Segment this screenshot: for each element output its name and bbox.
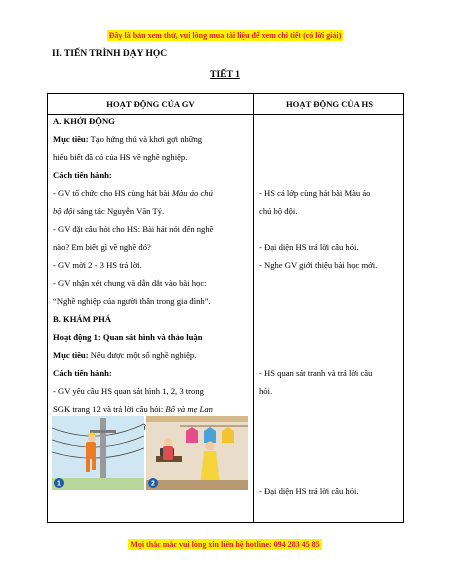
worker-leg — [92, 458, 96, 470]
header-student-activities: HOẠT ĐỘNG CỦA HS — [286, 99, 373, 109]
figure-number: 1 — [57, 480, 61, 488]
step-summary-cont: “Nghề nghiệp của người thân trong gia đình”. — [53, 296, 211, 306]
activity-title: Hoạt động 1: Quan sát hình và thảo luận — [53, 332, 203, 342]
pole-crossarm — [90, 430, 116, 433]
column-divider — [253, 94, 254, 522]
worker-head — [88, 434, 96, 442]
shop-floor — [146, 480, 248, 490]
tailor-head — [164, 438, 172, 446]
student-response: - Nghe GV giới thiệu bài học mới. — [259, 260, 378, 270]
heading-start: A. KHỞI ĐỘNG — [53, 116, 115, 126]
song-title-cont: bộ đội — [53, 206, 75, 216]
step-invite: - GV mời 2 - 3 HS trả lời. — [53, 260, 142, 270]
figure-number: 2 — [151, 480, 155, 488]
contact-banner: Mọi thắc mắc vui lòng xin liên hệ hotline: 094 283 45 85 — [130, 540, 320, 549]
shop-ceiling — [146, 416, 248, 422]
step-text-cont: sáng tác Nguyễn Văn Tý. — [74, 206, 165, 216]
customer-head — [206, 442, 215, 451]
goal-label: Mục tiêu: — [53, 134, 89, 144]
observe-step: - GV yêu cầu HS quan sát hình 1, 2, 3 trong — [53, 386, 204, 396]
student-response: - HS quan sát tranh và trả lời câu — [259, 368, 373, 378]
illustration-svg — [52, 416, 248, 490]
goal-text: Tạo hứng thú và khơi gợi những — [88, 134, 203, 144]
ground — [52, 478, 144, 490]
worker-body — [86, 442, 96, 458]
worker-leg — [86, 458, 90, 472]
goal-label-2: Mục tiêu: — [53, 350, 89, 360]
method-label: Cách tiến hành: — [53, 170, 112, 180]
preview-banner: Đây là bản xem thử, vui lòng mua tài liệu để xem chi tiết (có lời giải) — [108, 31, 342, 40]
heading-explore: B. KHÁM PHÁ — [53, 314, 112, 324]
header-divider — [48, 114, 403, 115]
step-text: - GV tổ chức cho HS cùng hát bài — [53, 188, 172, 198]
student-response-cont: chú bộ đội. — [259, 206, 298, 216]
student-response: - Đại diện HS trả lời câu hỏi. — [259, 486, 359, 496]
goal-text-cont: hiểu biết đã có của HS về nghề nghiệp. — [53, 152, 188, 162]
student-response-cont: hỏi. — [259, 386, 273, 396]
textbook-illustration — [52, 416, 248, 490]
lesson-title: TIẾT 1 — [210, 70, 240, 80]
step-summary: - GV nhận xét chung và dẫn dắt vào bài học: — [53, 278, 207, 288]
observe-question: Bố và mẹ Lan — [165, 404, 213, 414]
activity-table — [47, 93, 404, 523]
observe-step-cont: SGK trang 12 và trả lời câu hỏi: — [53, 404, 166, 414]
tailor-body — [163, 446, 173, 460]
step-question-cont: nào? Em biết gì về nghề đó? — [53, 242, 151, 252]
song-title: Màu áo chú — [171, 188, 213, 198]
step-question: - GV đặt câu hỏi cho HS: Bài hát nói đến nghề — [53, 224, 214, 234]
header-teacher-activities: HOẠT ĐỘNG CỦA GV — [106, 99, 195, 109]
student-response: - HS cả lớp cùng hát bài Màu áo — [259, 188, 371, 198]
goal-text-2: Nêu được một số nghề nghiệp. — [88, 350, 197, 360]
method-label-2: Cách tiến hành: — [53, 368, 112, 378]
student-response: - Đại diện HS trả lời câu hỏi. — [259, 242, 359, 252]
section-title: II. TIẾN TRÌNH DẠY HỌC — [52, 49, 168, 59]
